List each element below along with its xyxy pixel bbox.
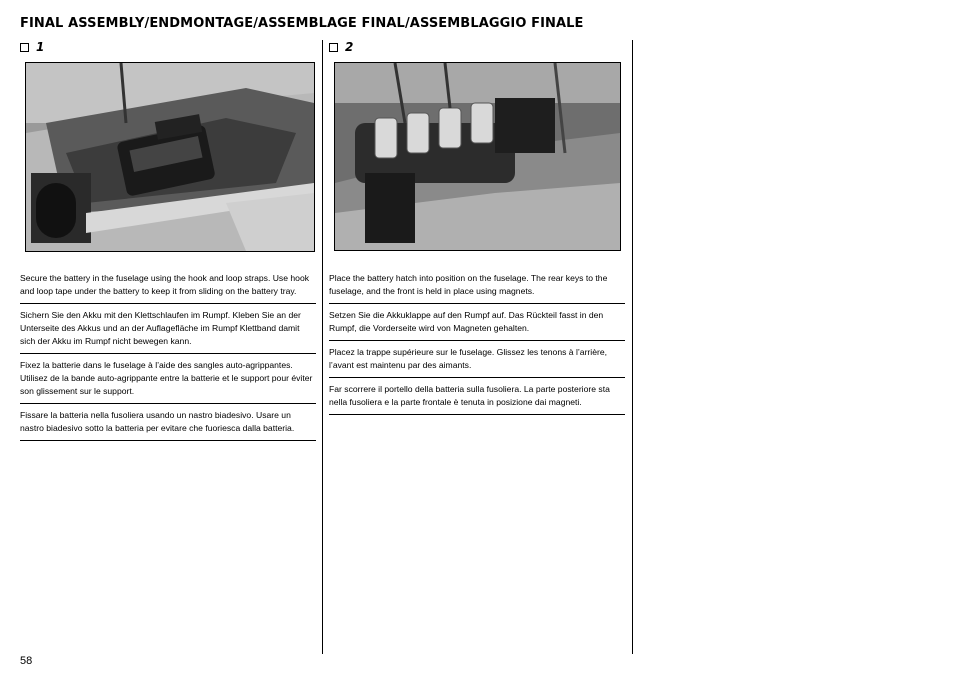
step-2-photo xyxy=(334,62,621,251)
step-number: 1 xyxy=(36,40,45,54)
page-number: 58 xyxy=(20,655,33,667)
step-2-column xyxy=(329,40,625,407)
battery-hatch-photo xyxy=(335,63,620,250)
step-1-photo xyxy=(25,62,315,252)
instruction-it: Fissare la batteria nella fusoliera usando un nastro biadesivo. Usare un nastro biadesivo sotto la batteria per evitare che fuoriesca dalla batteria. xyxy=(20,407,316,441)
instruction-fr: Fixez la batterie dans le fuselage à l’aide des sangles auto-agrippantes. Utilisez de la bande auto-agrippante entre la batterie et le support pour éviter son glissement sur le support. xyxy=(20,357,316,404)
instruction-de: Setzen Sie die Akkuklappe auf den Rumpf auf. Das Rückteil fasst in den Rumpf, die Vorderseite wird von Magneten gehalten. xyxy=(329,307,625,341)
page-title: FINAL ASSEMBLY/ENDMONTAGE/ASSEMBLAGE FINAL/ASSEMBLAGGIO FINALE xyxy=(20,16,584,31)
checkbox-icon[interactable] xyxy=(329,43,338,52)
instruction-en: Place the battery hatch into position on the fuselage. The rear keys to the fuselage, and the front is held in place using magnets. xyxy=(329,270,625,304)
step-1-header xyxy=(20,40,316,54)
step-2-text xyxy=(329,270,625,418)
column-divider xyxy=(632,40,633,654)
instruction-en: Secure the battery in the fuselage using the hook and loop straps. Use hook and loop tape under the battery to keep it from sliding on the battery tray. xyxy=(20,270,316,304)
column-divider xyxy=(322,40,323,654)
checkbox-icon[interactable] xyxy=(20,43,29,52)
battery-in-fuselage-photo xyxy=(26,63,314,251)
instruction-de: Sichern Sie den Akku mit den Klettschlaufen im Rumpf. Kleben Sie an der Unterseite des Akkus und an der Auflagefläche im Rumpf Klettband damit sich der Akku im Rumpf nicht bewegen kann. xyxy=(20,307,316,354)
step-number: 2 xyxy=(345,40,354,54)
step-1-text xyxy=(20,270,316,444)
step-1-column xyxy=(20,40,316,433)
instruction-fr: Placez la trappe supérieure sur le fuselage. Glissez les tenons à l’arrière, l’avant est maintenu par des aimants. xyxy=(329,344,625,378)
instruction-it: Far scorrere il portello della batteria sulla fusoliera. La parte posteriore sta nella fusoliera e la parte frontale è tenuta in posizione dai magneti. xyxy=(329,381,625,415)
step-2-header xyxy=(329,40,625,54)
